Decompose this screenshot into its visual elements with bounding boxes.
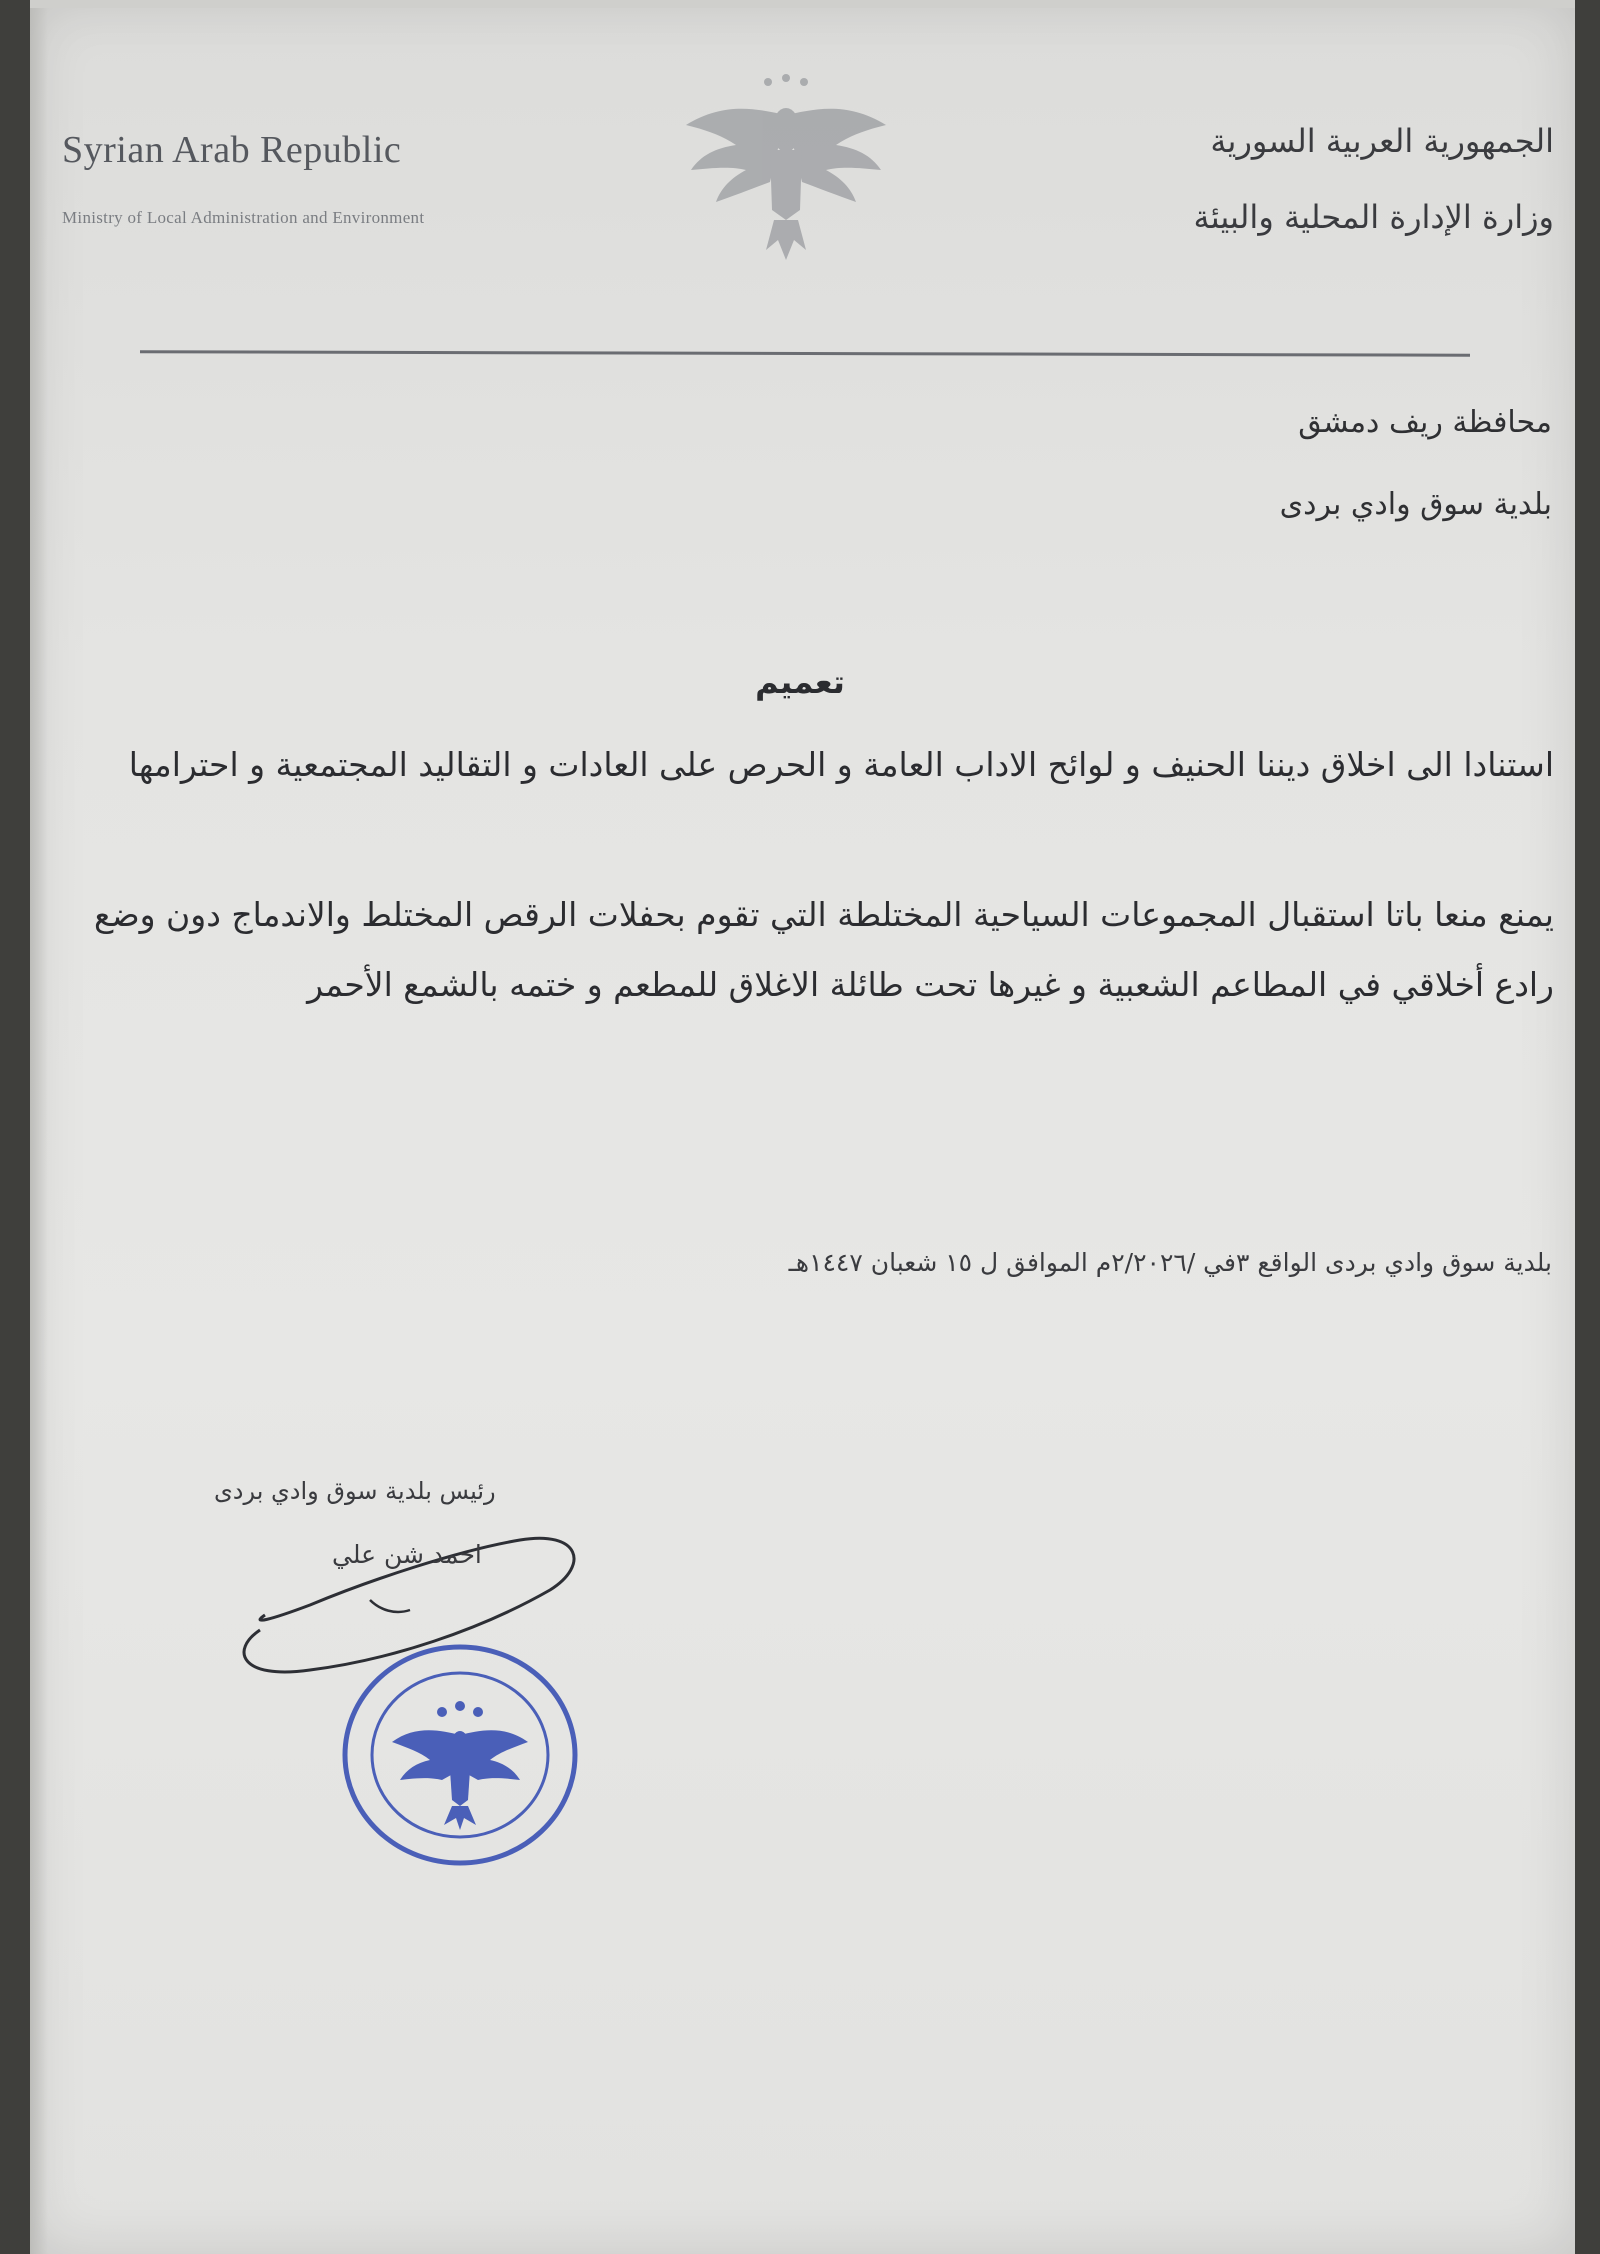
scan-edge [30, 0, 1575, 8]
addressee-municipality: بلدية سوق وادي بردى [1279, 487, 1552, 522]
body-paragraph-directive: يمنع منعا باتا استقبال المجموعات السياحية المختلطة التي تقوم بحفلات الرقص المختلط والاندماج دون وضع رادع أخلاقي في المطاعم الشعبية و غيرها تحت طائلة الاغلاق للمطعم و ختمه بالشمع الأحمر [94, 895, 1554, 1004]
circular-title: تعميم [755, 663, 845, 701]
arabic-ministry-name: وزارة الإدارة المحلية والبيئة [1193, 198, 1554, 236]
signer-name: احمد شن علي [332, 1540, 482, 1569]
body-paragraph-preamble: استنادا الى اخلاق ديننا الحنيف و لوائح الاداب العامة و الحرص على العادات و التقاليد المجتمعية و احترامها [128, 745, 1554, 784]
english-ministry-name: Ministry of Local Administration and Environment [62, 208, 425, 227]
eagle-emblem-icon [666, 70, 906, 270]
municipality-seal-icon [330, 1630, 590, 1880]
signer-title: رئيس بلدية سوق وادي بردى [214, 1477, 496, 1505]
addressee-governorate: محافظة ريف دمشق [1298, 405, 1552, 440]
arabic-country-title: الجمهورية العربية السورية [1210, 122, 1554, 160]
date-line: بلدية سوق وادي بردى الواقع ٣في /٢/٢٠٢٦م الموافق ل ١٥ شعبان ١٤٤٧هـ [788, 1248, 1552, 1277]
document-page [30, 0, 1575, 2254]
english-country-title: Syrian Arab Republic [62, 129, 402, 171]
